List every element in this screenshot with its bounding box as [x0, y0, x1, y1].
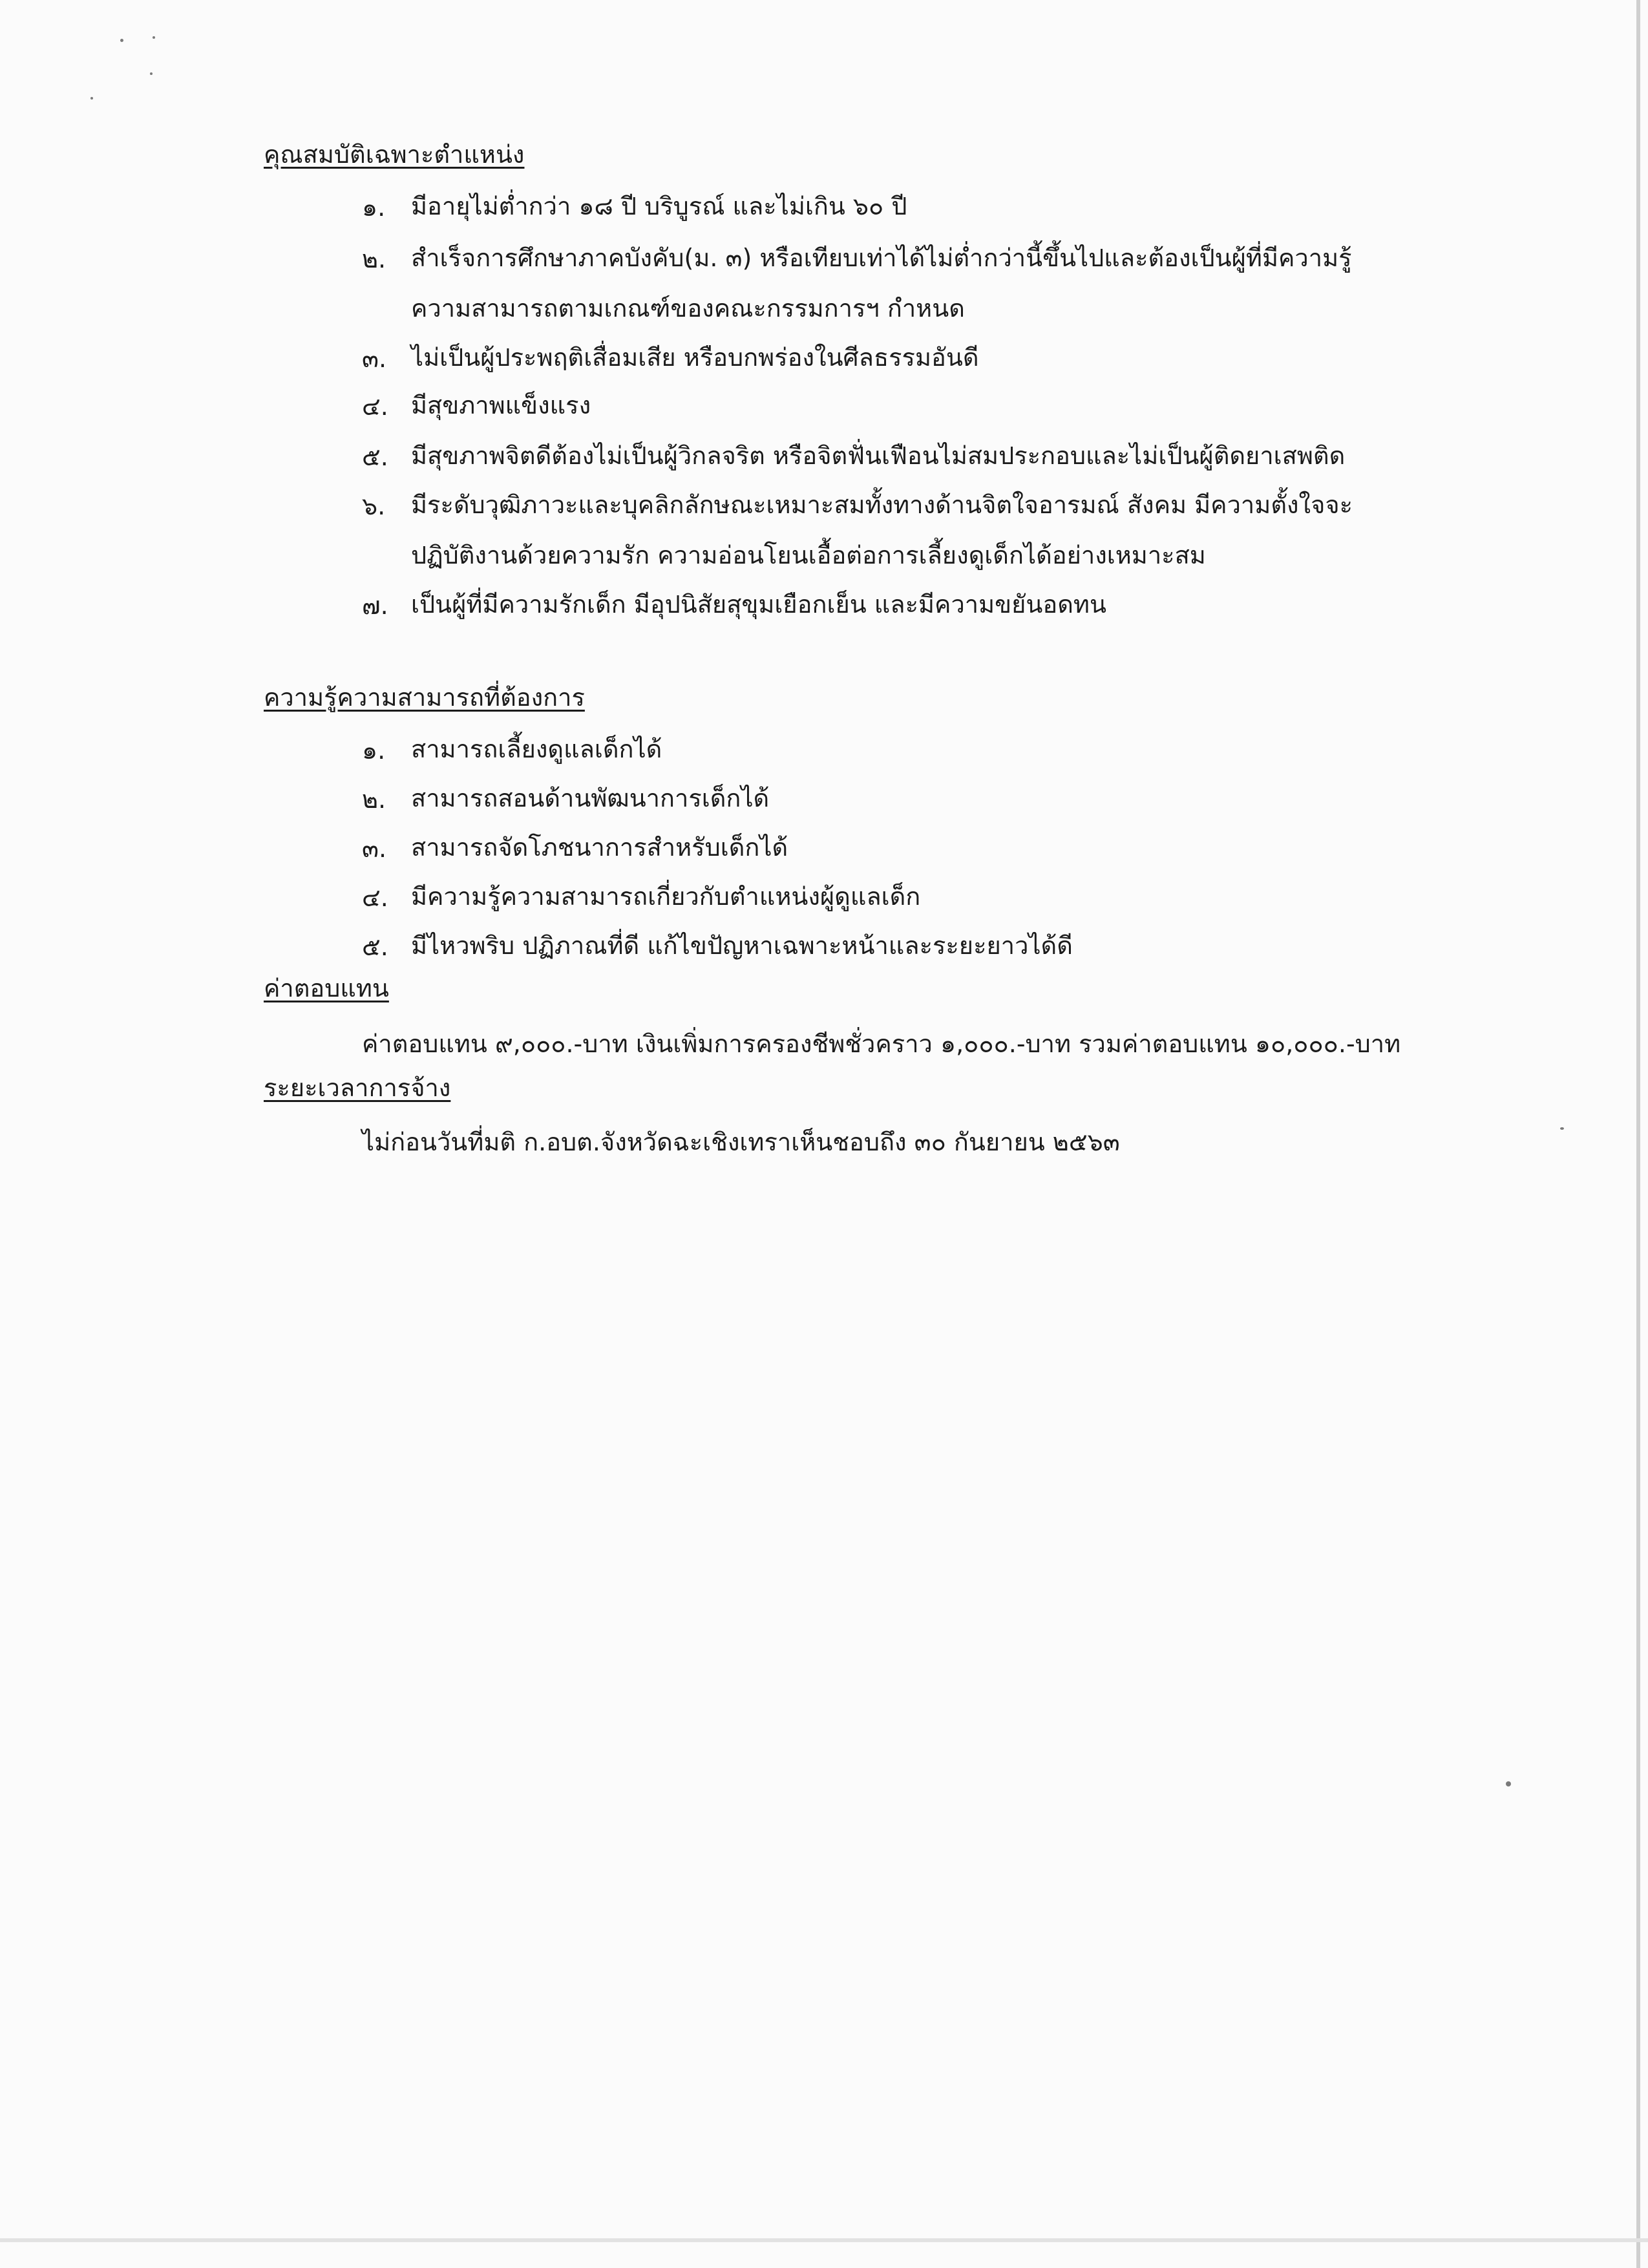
- scan-speck: [90, 97, 93, 100]
- scan-speck: [153, 36, 155, 39]
- qualification-number: ๖.: [362, 492, 386, 520]
- knowledge-number: ๒.: [362, 785, 386, 814]
- qualification-text: มีระดับวุฒิภาวะและบุคลิกลักษณะเหมาะสมทั้งทางด้านจิตใจอารมณ์ สังคม มีความตั้งใจจะ: [411, 491, 1353, 519]
- knowledge-number: ๑.: [362, 736, 386, 765]
- compensation-text: ค่าตอบแทน ๙,๐๐๐.-บาท เงินเพิ่มการครองชีพชั่วคราว ๑,๐๐๐.-บาท รวมค่าตอบแทน ๑๐,๐๐๐.-บาท: [362, 1030, 1401, 1058]
- qualification-text: มีสุขภาพจิตดีต้องไม่เป็นผู้วิกลจริต หรือจิตฟั่นเฟือนไม่สมประกอบและไม่เป็นผู้ติดยาเสพติด: [411, 441, 1346, 470]
- qualification-text-continued: ปฏิบัติงานด้วยความรัก ความอ่อนโยนเอื้อต่อการเลี้ยงดูเด็กได้อย่างเหมาะสม: [411, 541, 1206, 569]
- compensation-heading: ค่าตอบแทน: [264, 974, 389, 1002]
- qualification-number: ๓.: [362, 344, 387, 373]
- qualifications-heading: คุณสมบัติเฉพาะตำแหน่ง: [264, 140, 525, 169]
- qualification-text: เป็นผู้ที่มีความรักเด็ก มีอุปนิสัยสุขุมเยือกเย็น และมีความขยันอดทน: [411, 590, 1106, 619]
- knowledge-text: มีความรู้ความสามารถเกี่ยวกับตำแหน่งผู้ดูแลเด็ก: [411, 882, 921, 911]
- qualification-text-continued: ความสามารถตามเกณฑ์ของคณะกรรมการฯ กำหนด: [411, 294, 965, 323]
- knowledge-number: ๕.: [362, 933, 388, 961]
- qualification-text: มีอายุไม่ต่ำกว่า ๑๘ ปี บริบูรณ์ และไม่เกิน ๖๐ ปี: [411, 192, 907, 220]
- qualification-number: ๕.: [362, 443, 388, 471]
- knowledge-number: ๓.: [362, 834, 387, 863]
- knowledge-heading: ความรู้ความสามารถที่ต้องการ: [264, 683, 585, 712]
- scan-speck: [1506, 1781, 1511, 1786]
- knowledge-text: สามารถสอนด้านพัฒนาการเด็กได้: [411, 784, 770, 812]
- scan-edge-bottom: [0, 2238, 1648, 2242]
- qualification-number: ๑.: [362, 193, 386, 222]
- scan-speck: [1560, 1127, 1564, 1130]
- employment-period-text: ไม่ก่อนวันที่มติ ก.อบต.จังหวัดฉะเชิงเทราเห็นชอบถึง ๓๐ กันยายน ๒๕๖๓: [362, 1128, 1120, 1156]
- knowledge-text: สามารถจัดโภชนาการสำหรับเด็กได้: [411, 833, 788, 862]
- knowledge-number: ๔.: [362, 884, 388, 912]
- qualification-number: ๗.: [362, 591, 388, 620]
- scan-speck: [150, 72, 153, 75]
- qualification-text: ไม่เป็นผู้ประพฤติเสื่อมเสีย หรือบกพร่องในศีลธรรมอันดี: [411, 343, 979, 372]
- scan-edge-right: [1636, 0, 1640, 2268]
- qualification-number: ๔.: [362, 392, 388, 421]
- knowledge-text: มีไหวพริบ ปฏิภาณที่ดี แก้ไขปัญหาเฉพาะหน้าและระยะยาวได้ดี: [411, 931, 1073, 960]
- qualification-number: ๒.: [362, 245, 386, 273]
- qualification-text: สำเร็จการศึกษาภาคบังคับ(ม. ๓) หรือเทียบเท่าได้ไม่ต่ำกว่านี้ขึ้นไปและต้องเป็นผู้ที่มีความรู้: [411, 244, 1352, 272]
- employment-period-heading: ระยะเวลาการจ้าง: [264, 1074, 451, 1102]
- qualification-text: มีสุขภาพแข็งแรง: [411, 391, 591, 419]
- scan-speck: [120, 39, 123, 42]
- knowledge-text: สามารถเลี้ยงดูแลเด็กได้: [411, 735, 662, 763]
